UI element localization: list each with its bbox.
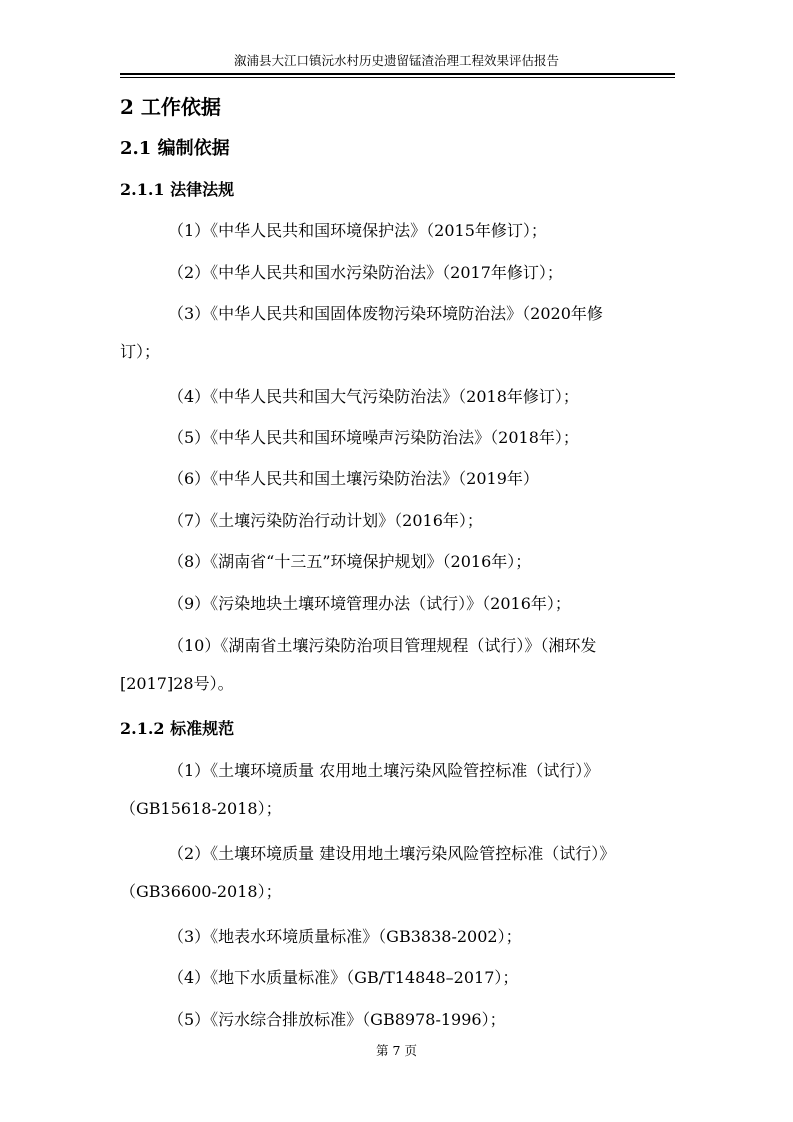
standard-item-text-cont: （GB36600-2018）； <box>120 882 282 901</box>
law-item <box>120 585 680 623</box>
standard-item-text-cont: （GB15618-2018）； <box>120 799 282 818</box>
law-item-text-cont: [2017]28号）。 <box>120 674 234 693</box>
law-item-text: （10）《湖南省土壤污染防治项目管理规程（试行）》（湘环发 <box>168 636 597 655</box>
subsection-title-laws: 2.1.1 法律法规 <box>120 180 235 199</box>
law-item-text: （1）《中华人民共和国环境保护法》（2015年修订）； <box>168 221 547 240</box>
law-item-text: （2）《中华人民共和国水污染防治法》（2017年修订）； <box>168 263 563 282</box>
header-rule-thin <box>120 77 675 78</box>
standard-item <box>120 752 680 828</box>
chapter-title: 2 工作依据 <box>120 95 221 119</box>
header-rule-thick <box>120 73 675 75</box>
law-item <box>120 212 680 250</box>
standard-item-text: （4）《地下水质量标准》（GB/T14848–2017）； <box>168 968 519 987</box>
standard-item-text: （2）《土壤环境质量 建设用地土壤污染风险管控标准（试行）》 <box>168 844 616 863</box>
standard-item-text: （1）《土壤环境质量 农用地土壤污染风险管控标准（试行）》 <box>168 761 600 780</box>
page-number: 第 7 页 <box>376 1043 417 1058</box>
law-item-text-cont: 订）； <box>120 342 161 361</box>
law-item-text: （3）《中华人民共和国固体废物污染环境防治法》（2020年修 <box>168 304 603 323</box>
standard-item <box>120 918 680 956</box>
standard-item <box>120 1001 680 1039</box>
law-item <box>120 419 680 457</box>
standard-item-text: （5）《污水综合排放标准》（GB8978-1996）； <box>168 1010 506 1029</box>
running-header: 溆浦县大江口镇沅水村历史遗留锰渣治理工程效果评估报告 <box>233 53 559 68</box>
standard-item <box>120 959 680 997</box>
standard-item <box>120 835 680 911</box>
law-item-text: （6）《中华人民共和国土壤污染防治法》（2019年） <box>168 469 539 488</box>
law-item-text: （7）《土壤污染防治行动计划》（2016年）； <box>168 511 483 530</box>
law-item-text: （4）《中华人民共和国大气污染防治法》（2018年修订）； <box>168 387 579 406</box>
law-item <box>120 627 680 703</box>
standard-item-text: （3）《地表水环境质量标准》（GB3838-2002）； <box>168 927 522 946</box>
section-title: 2.1 编制依据 <box>120 138 230 159</box>
law-item-text: （8）《湖南省“十三五”环境保护规划》（2016年）； <box>168 552 532 571</box>
law-item <box>120 295 680 371</box>
law-item-text: （9）《污染地块土壤环境管理办法（试行）》（2016年）； <box>168 594 571 613</box>
law-item-text: （5）《中华人民共和国环境噪声污染防治法》（2018年）； <box>168 428 579 447</box>
law-item <box>120 502 680 540</box>
subsection-title-standards: 2.1.2 标准规范 <box>120 719 235 738</box>
law-item <box>120 378 680 416</box>
law-item <box>120 460 680 498</box>
law-item <box>120 543 680 581</box>
law-item <box>120 254 680 292</box>
